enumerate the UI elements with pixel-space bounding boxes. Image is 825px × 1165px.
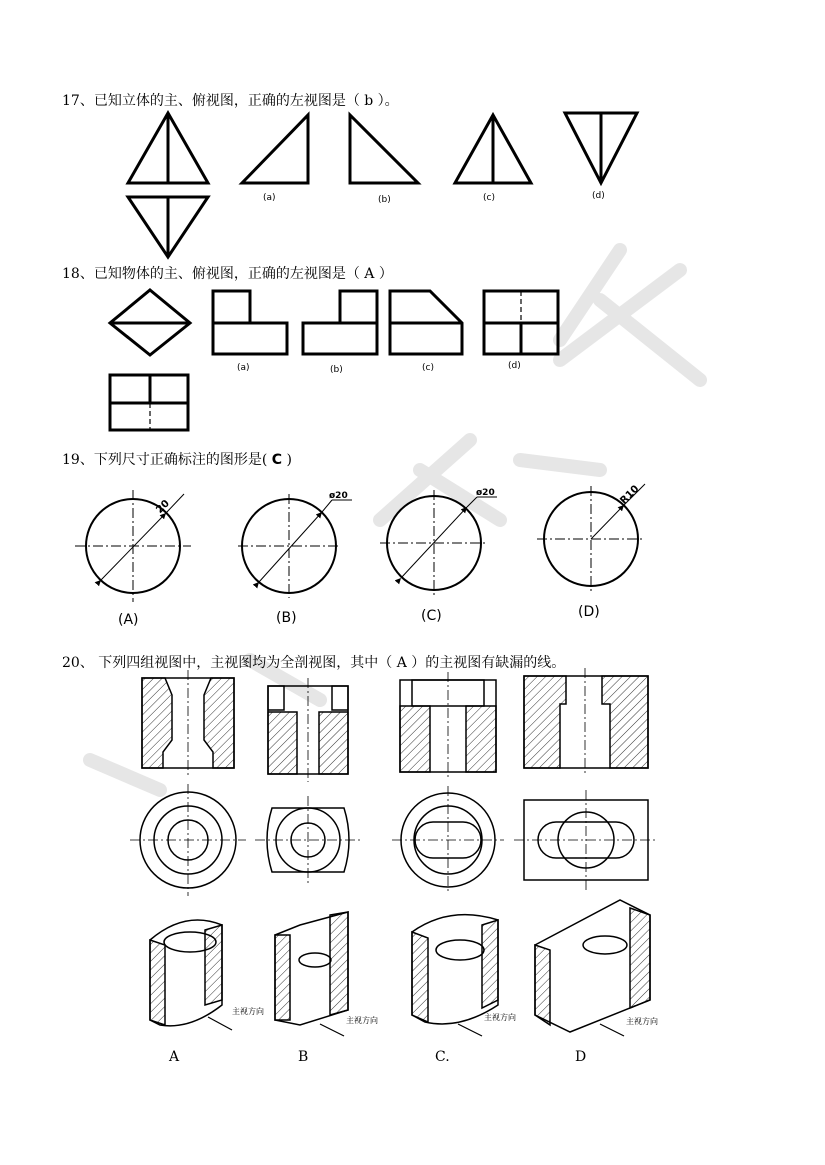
q20-direction-c: 主视方向 (484, 1013, 516, 1022)
q20-front-view-a (142, 670, 234, 776)
q20-label-a: A (169, 1049, 180, 1065)
q19-answer: C (271, 452, 283, 468)
q18-label-b: (b) (330, 365, 343, 375)
q17-label-b: (b) (378, 195, 391, 205)
q19-dim-d: R10 (618, 483, 642, 507)
q20-front-view-d (524, 668, 648, 776)
q20-label-d: D (575, 1049, 587, 1065)
question-20-text: 20、 下列四组视图中，主视图均为全剖视图，其中（ A ）的主视图有缺漏的线。 (62, 655, 566, 671)
q18-label-c: (c) (422, 363, 434, 373)
q19-label-d: (D) (578, 604, 600, 620)
q19-text-suffix: ) (282, 452, 292, 468)
q19-label-a: (A) (118, 612, 139, 628)
q20-label-b: B (298, 1049, 309, 1065)
q17-label-a: (a) (263, 193, 276, 203)
q17-label-c: (c) (483, 193, 495, 203)
q18-label-d: (d) (508, 361, 521, 371)
q19-dim-c: ø20 (476, 488, 495, 498)
q18-label-a: (a) (237, 363, 250, 373)
q20-label-c: C. (435, 1049, 450, 1065)
q20-direction-a: 主视方向 (232, 1007, 264, 1016)
q19-dim-a: 20 (154, 498, 172, 516)
question-17-text: 17、已知立体的主、俯视图，正确的左视图是（ b ）。 (62, 93, 399, 109)
q17-label-d: (d) (592, 191, 605, 201)
q20-front-view-c (400, 672, 496, 780)
q20-iso-a (150, 920, 222, 1026)
q20-iso-d (535, 900, 650, 1032)
q19-dim-b: ø20 (329, 491, 348, 501)
q20-direction-b: 主视方向 (346, 1016, 378, 1025)
q19-label-c: (C) (421, 608, 442, 624)
q20-front-view-b (268, 678, 348, 782)
q20-direction-d: 主视方向 (626, 1017, 658, 1026)
q19-label-b: (B) (276, 610, 297, 626)
q19-text-prefix: 19、下列尺寸正确标注的图形是( (62, 452, 272, 468)
q20-iso-c (412, 915, 498, 1024)
q20-iso-b (275, 912, 348, 1025)
question-18-text: 18、已知物体的主、俯视图，正确的左视图是（ A ） (62, 266, 393, 282)
